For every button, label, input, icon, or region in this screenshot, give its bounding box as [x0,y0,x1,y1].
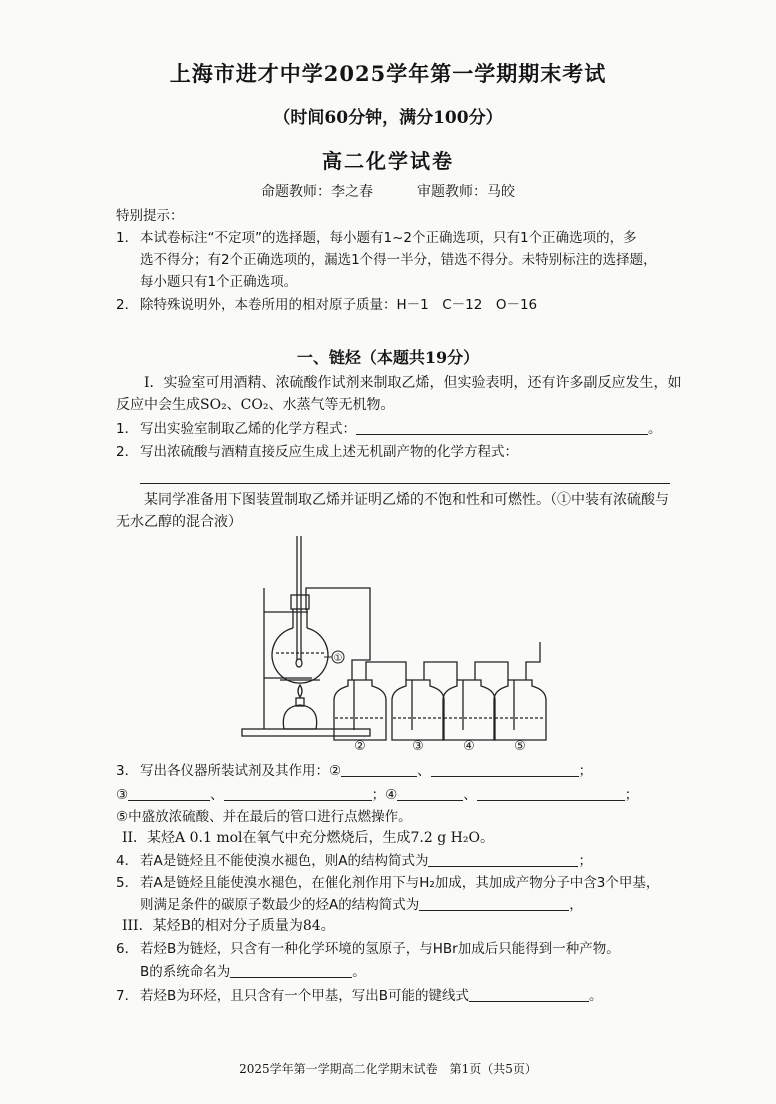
teacher-line [0,181,776,201]
bottle-label-3: ③ [412,739,424,754]
outlet-tube [526,642,540,680]
connector-3-4 [424,662,457,680]
q6-end: 。 [352,964,366,980]
stand-base [242,729,370,736]
question-3-line-a [140,760,592,782]
bottle-label-5: ⑤ [514,739,526,754]
question-4 [140,850,592,872]
q4-text: 若A是链烃且不能使溴水褪色，则A的结构简式为 [140,853,429,869]
q3-sep-4: 、 [463,787,477,803]
tip-1-line-b: 选不得分；有2个正确选项的，漏选1个得一半分，错选不得分。未特别标注的选择题， [140,252,657,268]
part-2-intro: II．某烃A 0.1 mol在氧气中充分燃烧后，生成7.2 g H₂O。 [122,830,494,846]
reviewer-teacher: 审题教师：马皎 [417,184,515,200]
page-footer [0,1060,776,1077]
bottle-2 [334,680,386,740]
q7-end: 。 [589,988,603,1004]
question-1 [140,418,662,440]
connector-4-5 [475,662,508,680]
tip-2-text: 除特殊说明外，本卷所用的相对原子质量：H－1 C－12 O－16 [140,297,538,313]
part-1-intro-b: 反应中会生成SO₂、CO₂、水蒸气等无机物。 [116,397,395,413]
flask-body [272,628,328,683]
q5-end: ， [569,897,583,913]
q3-blank-4b[interactable] [477,785,625,801]
q6-text-a: 若烃B为链烃，只含有一种化学环境的氢原子，与HBr加成后只能得到一种产物。 [140,941,620,957]
q1-text: 写出实验室制取乙烯的化学方程式： [140,421,356,437]
tips-heading: 特别提示： [116,208,184,224]
question-7 [140,985,603,1007]
q3-blank-2b[interactable] [431,761,579,777]
q3-text: 写出各仪器所装试剂及其作用：② [140,763,342,779]
q5-number: 5． [116,875,139,891]
q6-answer-blank[interactable] [230,962,352,978]
q3-note: ⑤中盛放浓硫酸、并在最后的管口进行点燃操作。 [116,809,412,825]
q1-number: 1． [116,421,139,437]
tip-1-line-c: 每小题只有1个正确选项。 [140,274,298,290]
q3-number: 3． [116,763,139,779]
q3-blank-2a[interactable] [341,761,417,777]
tip-1-number: 1． [116,230,139,246]
q7-text: 若烃B为环烃，且只含有一个甲基，写出B可能的键线式 [140,988,470,1004]
q1-end: 。 [648,421,662,437]
bottle-label-4: ④ [463,739,475,754]
gas-washing-bottles [334,642,546,740]
part-3-intro: III．某烃B的相对分子质量为84。 [122,918,335,934]
alcohol-lamp [283,705,316,729]
lamp-flame [298,685,302,697]
q3-end: ； [578,763,593,779]
tip-1-line-a: 本试卷标注“不定项”的选择题，每小题有1~2个正确选项，只有1个正确选项的，多 [140,230,637,246]
bottle-label-2: ② [354,739,366,754]
thermometer-bulb [296,659,302,667]
q3-blank-3a[interactable] [128,785,210,801]
question-3-line-b [116,784,638,806]
question-6-line-b [140,961,366,983]
exam-subject: 高二化学试卷 [322,149,454,173]
q3-blank-4a[interactable] [397,785,463,801]
bottle-4 [443,680,495,740]
q5-text-b: 则满足条件的碳原子数最少的烃A的结构简式为 [140,897,420,913]
setup-desc-a: 某同学准备用下图装置制取乙烯并证明乙烯的不饱和性和可燃性。（①中装有浓硫酸与 [144,492,669,508]
q2-text: 写出浓硫酸与酒精直接反应生成上述无机副产物的化学方程式： [140,444,518,460]
q5-answer-blank[interactable] [419,895,569,911]
q1-answer-blank[interactable] [356,419,648,435]
q6-text-b: B的系统命名为 [140,964,231,980]
part-1-intro-a: I．实验室可用酒精、浓硫酸作试剂来制取乙烯，但实验表明，还有许多副反应发生，如 [144,375,682,391]
bottle-3 [392,680,444,740]
q7-number: 7． [116,988,139,1004]
q3-b-end: ； [624,787,639,803]
exam-title: 上海市进才中学2025学年第一学期期末考试 [169,61,607,86]
connector-2-3 [366,662,406,680]
q3-b4-label: ；④ [371,787,398,803]
apparatus-diagram [236,530,556,755]
section-1-title: 一、链烃（本题共19分） [296,348,480,367]
tip-2-number: 2． [116,297,139,313]
q7-answer-blank[interactable] [469,986,589,1002]
label-1: ① [333,653,343,664]
setup-desc-b: 无水乙醇的混合液） [116,514,242,530]
q2-answer-line[interactable] [140,483,670,484]
delivery-tube [306,588,370,680]
q4-end: ； [578,853,592,869]
exam-time-note: （时间60分钟，满分100分） [273,108,503,128]
q6-number: 6． [116,941,139,957]
footer-page-number: 第1页（共5页） [449,1062,537,1076]
q3-sep: 、 [417,763,431,779]
q2-number: 2． [116,444,139,460]
q3-sep-3: 、 [210,787,224,803]
footer-text: 2025学年第一学期高二化学期末试卷 [239,1062,438,1076]
author-teacher: 命题教师：李之春 [261,184,373,200]
q4-number: 4． [116,853,139,869]
q4-answer-blank[interactable] [428,851,578,867]
bottle-5 [494,680,546,740]
q3-blank-3b[interactable] [224,785,372,801]
q3-b3-label: ③ [116,787,129,803]
question-5-line-b [140,894,583,916]
q5-text-a: 若A是链烃且能使溴水褪色，在催化剂作用下与H₂加成，其加成产物分子中含3个甲基， [140,875,660,891]
